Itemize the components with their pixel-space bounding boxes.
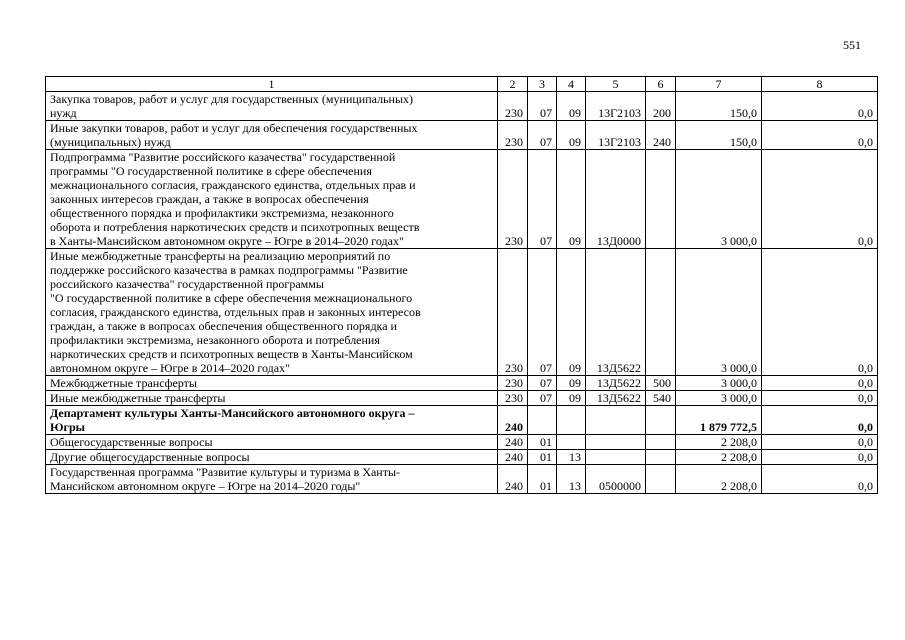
subsection-code-cell: 09 (557, 249, 586, 376)
section-code-cell: 01 (528, 435, 557, 450)
target-article-cell: 13Г2103 (586, 121, 646, 150)
amount-second-cell: 0,0 (762, 406, 878, 435)
expense-type-cell (646, 465, 676, 494)
amount-second-cell: 0,0 (762, 92, 878, 121)
target-article-cell: 0500000 (586, 465, 646, 494)
subsection-code-cell (557, 406, 586, 435)
subsection-code-cell: 09 (557, 92, 586, 121)
subsection-code-cell: 13 (557, 465, 586, 494)
target-article-cell: 13Д5622 (586, 376, 646, 391)
expense-type-cell: 240 (646, 121, 676, 150)
amount-second-cell: 0,0 (762, 376, 878, 391)
target-article-cell: 13Д0000 (586, 150, 646, 249)
row-name-cell: Закупка товаров, работ и услуг для государственных (муниципальных) нужд (46, 92, 498, 121)
ministry-code-cell: 230 (498, 391, 528, 406)
subsection-code-cell: 13 (557, 450, 586, 465)
table-header-row (46, 77, 878, 92)
table-row (46, 376, 878, 391)
amount-cell: 3 000,0 (676, 150, 762, 249)
ministry-code-cell: 240 (498, 450, 528, 465)
ministry-code-cell: 230 (498, 376, 528, 391)
table-row (46, 150, 878, 249)
row-name-cell: Межбюджетные трансферты (46, 376, 498, 391)
section-code-cell: 07 (528, 150, 557, 249)
amount-second-cell: 0,0 (762, 391, 878, 406)
budget-table (45, 76, 878, 494)
row-name-cell: Иные межбюджетные трансферты (46, 391, 498, 406)
amount-second-cell: 0,0 (762, 465, 878, 494)
row-name-cell: Общегосударственные вопросы (46, 435, 498, 450)
target-article-cell (586, 435, 646, 450)
ministry-code-cell: 230 (498, 92, 528, 121)
table-row (46, 450, 878, 465)
expense-type-cell (646, 150, 676, 249)
section-code-cell: 01 (528, 465, 557, 494)
amount-cell: 1 879 772,5 (676, 406, 762, 435)
row-name-cell: Другие общегосударственные вопросы (46, 450, 498, 465)
subsection-code-cell: 09 (557, 391, 586, 406)
expense-type-cell (646, 450, 676, 465)
section-code-cell (528, 406, 557, 435)
expense-type-cell (646, 249, 676, 376)
page-number: 551 (843, 38, 861, 52)
header-cell: 4 (557, 77, 586, 92)
section-code-cell: 07 (528, 249, 557, 376)
target-article-cell: 13Д5622 (586, 249, 646, 376)
target-article-cell: 13Д5622 (586, 391, 646, 406)
amount-second-cell: 0,0 (762, 435, 878, 450)
expense-type-cell: 200 (646, 92, 676, 121)
expense-type-cell (646, 406, 676, 435)
table-row (46, 92, 878, 121)
amount-cell: 2 208,0 (676, 450, 762, 465)
subsection-code-cell: 09 (557, 150, 586, 249)
expense-type-cell: 540 (646, 391, 676, 406)
subsection-code-cell: 09 (557, 121, 586, 150)
header-cell: 1 (46, 77, 498, 92)
header-cell: 8 (762, 77, 878, 92)
amount-cell: 3 000,0 (676, 249, 762, 376)
row-name-cell: Подпрограмма "Развитие российского казачества" государственной программы "О государственной политике в сфере обеспечения межнационального согласия, гражданского единства, отдельных прав и законных интересов граждан, а также в вопросах обеспечения общественного порядка и профилактики экстремизма, незаконного оборота и потребления наркотических средств и психотропных веществ в Ханты-Мансийском автономном округе – Югре в 2014–2020 годах" (46, 150, 498, 249)
ministry-code-cell: 240 (498, 465, 528, 494)
target-article-cell (586, 406, 646, 435)
table-row (46, 435, 878, 450)
amount-second-cell: 0,0 (762, 450, 878, 465)
target-article-cell (586, 450, 646, 465)
amount-cell: 150,0 (676, 121, 762, 150)
row-name-cell: Иные межбюджетные трансферты на реализацию мероприятий по поддержке российского казачества в рамках подпрограммы "Развитие российского казачества" государственной программы "О государственной политике в сфере обеспечения межнационального согласия, гражданского единства, отдельных прав и законных интересов граждан, а также в вопросах обеспечения общественного порядка и профилактики экстремизма, незаконного оборота и потребления наркотических средств и психотропных веществ в Ханты-Мансийском автономном округе – Югре в 2014–2020 годах" (46, 249, 498, 376)
amount-cell: 150,0 (676, 92, 762, 121)
section-code-cell: 07 (528, 121, 557, 150)
table-row (46, 465, 878, 494)
expense-type-cell (646, 435, 676, 450)
subsection-code-cell (557, 435, 586, 450)
table-row (46, 249, 878, 376)
header-cell: 6 (646, 77, 676, 92)
amount-cell: 3 000,0 (676, 391, 762, 406)
header-cell: 7 (676, 77, 762, 92)
target-article-cell: 13Г2103 (586, 92, 646, 121)
subsection-code-cell: 09 (557, 376, 586, 391)
header-cell: 3 (528, 77, 557, 92)
amount-second-cell: 0,0 (762, 249, 878, 376)
table-row (46, 121, 878, 150)
section-code-cell: 07 (528, 376, 557, 391)
amount-cell: 2 208,0 (676, 465, 762, 494)
ministry-code-cell: 230 (498, 121, 528, 150)
ministry-code-cell: 240 (498, 435, 528, 450)
row-name-cell: Иные закупки товаров, работ и услуг для обеспечения государственных (муниципальных) нужд (46, 121, 498, 150)
row-name-cell: Государственная программа "Развитие культуры и туризма в Ханты- Мансийском автономном округе – Югре на 2014–2020 годы" (46, 465, 498, 494)
amount-cell: 2 208,0 (676, 435, 762, 450)
ministry-code-cell: 230 (498, 249, 528, 376)
header-cell: 5 (586, 77, 646, 92)
section-code-cell: 07 (528, 391, 557, 406)
amount-second-cell: 0,0 (762, 150, 878, 249)
section-code-cell: 01 (528, 450, 557, 465)
ministry-code-cell: 230 (498, 150, 528, 249)
table-row (46, 406, 878, 435)
header-cell: 2 (498, 77, 528, 92)
amount-second-cell: 0,0 (762, 121, 878, 150)
expense-type-cell: 500 (646, 376, 676, 391)
row-name-cell: Департамент культуры Ханты-Мансийского автономного округа – Югры (46, 406, 498, 435)
ministry-code-cell: 240 (498, 406, 528, 435)
table-row (46, 391, 878, 406)
amount-cell: 3 000,0 (676, 376, 762, 391)
section-code-cell: 07 (528, 92, 557, 121)
